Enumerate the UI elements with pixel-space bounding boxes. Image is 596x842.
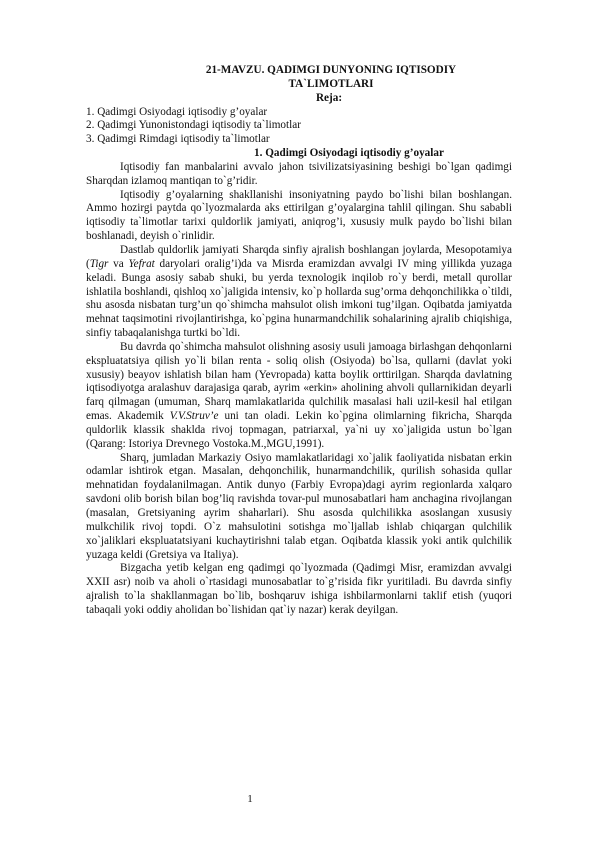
river-name-tigr: Tigr (89, 257, 109, 270)
plan-item: 3. Qadimgi Rimdagi iqtisodiy ta`limotlar (86, 133, 270, 146)
document-title-line-1: 21-MAVZU. QADIMGI DUNYONING IQTISODIY (205, 64, 457, 76)
section-heading: 1. Qadimgi Osiyodagi iqtisodiy g’oyalar (254, 147, 444, 160)
paragraph-3-text-b: va (108, 257, 129, 270)
author-name: V.V.Struv’e (169, 410, 219, 423)
paragraph-6: Bizgacha yetib kelgan eng qadimgi qo`lyozmada (Qadimgi Misr, eramizdan avvalgi XXII asr) noib va aholi o`rtasidagi munosabatlar to`g’risida fikr yuritiladi. Bu davrda sinfiy ajralish to`la shakllanmagan bo`lib, boshqaruv ishiga ishbilarmonlarni taklif etish (yuqori tabaqali yoki oddiy aholidan bo`lishidan qat`iy nazar) kerak deyilgan. (86, 562, 512, 616)
paragraph-3-text-a: Dastlab quldorlik jamiyati Sharqda sinfiy ajralish boshlangan joylarda, Mesopotamiya ( (86, 243, 512, 270)
plan-item: 2. Qadimgi Yunonistondagi iqtisodiy ta`limotlar (86, 119, 301, 132)
plan-heading: Reja: (315, 91, 343, 104)
paragraph-1: Iqtisodiy fan manbalarini avvalo jahon tsivilizatsiyasining beshigi bo`lgan qadimgi Sharqdan izlamoq mantiqan to`g’ridir. (86, 160, 512, 187)
paragraph-4-text-b: uni tan oladi. Lekin ko`pgina olimlarning fikricha, Sharqda quldorlik klassik shaklda rivoj topmagan, patriarxal, ya`ni uy xo`jaligida ustun bo`lgan (Qarang: Istoriya Drevnego Vostoka.M.,MGU,1991). (86, 410, 512, 450)
paragraph-3 (86, 244, 512, 341)
plan-item: 1. Qadimgi Osiyodagi iqtisodiy g’oyalar (86, 105, 268, 118)
plan-list (86, 106, 512, 148)
paragraph-4-text-a: Bu davrda qo`shimcha mahsulot olishning asosiy usuli jamoaga birlashgan dehqonlarni ekspluatatsiya qilish yo`li bilan renta - soliq olish (Osiyoda) bo`lsa, qullarni (davlat yoki xususiy) beayov ishlatish bilan ham (Yevropada) katta boylik orttirilgan. Sharqda davlatning iqtisodiyotga aralashuv darajasiga qarab, ayrim «erkin» aholining ahvoli qullarnikidan deyarli farq qilmagan (umuman, Sharq mamlakatlarida qulchilik masalasi hali uzil-kesil hal etilgan emas. Akademik (86, 340, 512, 423)
paragraph-5: Sharq, jumladan Markaziy Osiyo mamlakatlaridagi xo`jalik faoliyatida nisbatan erkin odamlar ishtirok etgan. Masalan, dehqonchilik, hunarmandchilik, qurilish sohasida qullar mehnatidan foydalanilmagan. Antik dunyo (Farbiy Evropa)dagi ayrim regionlarda xalqaro savdoni olib borish bilan bog’liq ravishda tovar-pul munosabatlari ham anchagina rivojlangan (masalan, Gretsiyaning ayrim shaharlari). Shu asosda qulchilikka asoslangan xususiy mulkchilik rivoj topdi. O`z mahsulotini sotishga mo`ljallab ishlab chiqargan qulchilik xo`jaliklari ekspluatatsiyani kuchaytirishni talab etgan. Oqibatda klassik yoki antik qulchilik yuzaga keldi (Gretsiya va Italiya). (86, 451, 512, 561)
paragraph-3-text-c: daryolari oralig’i)da va Misrda eramizdan avvalgi IV ming yillikda yuzaga keladi. Bunga asosiy sabab shuki, bu yerda texnologik inqilob ro`y berdi, metall qurollar ishlatila boshlandi, qishloq xo`jaligida intensiv, ko`p hollarda sug’orma dehqonchilikka o`tildi, shu asosda nisbatan turg’un qo`shimcha mahsulot olish imkoni tug’ilgan. Oqibatda jamiyatda mehnat taqsimotini rivojlantirishga, ko`pgina hunarmandchilik sohalarining ajralib chiqishiga, sinfiy tabaqalanishga turtki bo`ldi. (86, 257, 512, 340)
paragraph-2: Iqtisodiy g’oyalarning shakllanishi insoniyatning paydo bo`lishi bilan boshlangan. Ammo hozirgi paytda qo`lyozmalarda aks ettirilgan g’oyalargina tahlil qilingan. Shu sababli iqtisodiy ta`limotlar tarixi quldorlik jamiyati, aniqrog’i, xususiy mulk paydo bo`lishi bilan boshlanadi, deyish o`rinlidir. (86, 188, 512, 243)
page-number: 1 (247, 793, 253, 805)
document-title-line-2: TA`LIMOTLARI (288, 77, 374, 90)
paragraph-4 (86, 341, 512, 452)
document-page (86, 64, 512, 618)
river-name-yefrat: Yefrat (128, 257, 155, 270)
